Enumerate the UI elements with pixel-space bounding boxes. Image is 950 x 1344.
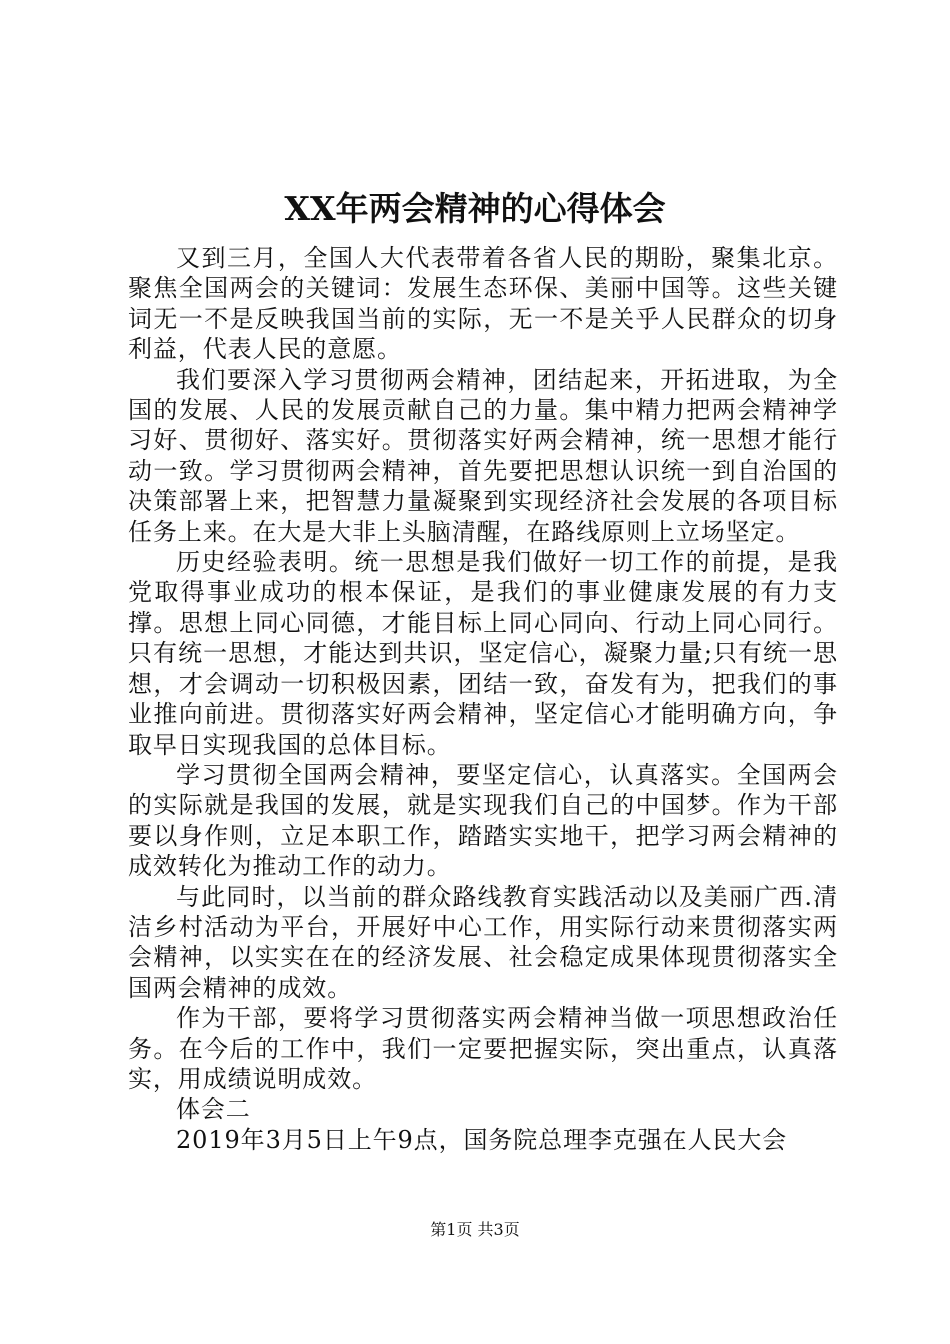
paragraph: 我们要深入学习贯彻两会精神，团结起来，开拓进取，为全国的发展、人民的发展贡献自己的力量。集中精力把两会精神学习好、贯彻好、落实好。贯彻落实好两会精神，统一思想才能行动一致。学习贯彻两会精神，首先要把思想认识统一到自治国的决策部署上来，把智慧力量凝聚到实现经济社会发展的各项目标任务上来。在大是大非上头脑清醒，在路线原则上立场坚定。 [128, 365, 838, 546]
paragraph: 与此同时，以当前的群众路线教育实践活动以及美丽广西.清洁乡村活动为平台，开展好中心工作，用实际行动来贯彻落实两会精神，以实实在在的经济发展、社会稳定成果体现贯彻落实全国两会精神的成效。 [128, 882, 838, 1002]
section-heading: 体会二 [176, 1095, 251, 1124]
paragraph: 2019年3月5日上午9点，国务院总理李克强在人民大会 [176, 1125, 788, 1154]
paragraph: 作为干部，要将学习贯彻落实两会精神当做一项思想政治任务。在今后的工作中，我们一定要把握实际，突出重点，认真落实，用成绩说明成效。 [128, 1004, 838, 1093]
page-number-footer: 第1页 共3页 [430, 1220, 520, 1239]
paragraph: 历史经验表明。统一思想是我们做好一切工作的前提，是我党取得事业成功的根本保证，是我们的事业健康发展的有力支撑。思想上同心同德，才能目标上同心同向、行动上同心同行。只有统一思想，才能达到共识，坚定信心，凝聚力量;只有统一思想，才会调动一切积极因素，团结一致，奋发有为，把我们的事业推向前进。贯彻落实好两会精神，坚定信心才能明确方向，争取早日实现我国的总体目标。 [128, 548, 838, 759]
paragraph: 学习贯彻全国两会精神，要坚定信心，认真落实。全国两会的实际就是我国的发展，就是实现我们自己的中国梦。作为干部要以身作则，立足本职工作，踏踏实实地干，把学习两会精神的成效转化为推动工作的动力。 [128, 760, 838, 881]
paragraph: 又到三月，全国人大代表带着各省人民的期盼，聚集北京。聚焦全国两会的关键词：发展生态环保、美丽中国等。这些关键词无一不是反映我国当前的实际，无一不是关乎人民群众的切身利益，代表人民的意愿。 [128, 244, 838, 364]
document-body [128, 243, 838, 1155]
page-title: XX年两会精神的心得体会 [284, 189, 666, 228]
